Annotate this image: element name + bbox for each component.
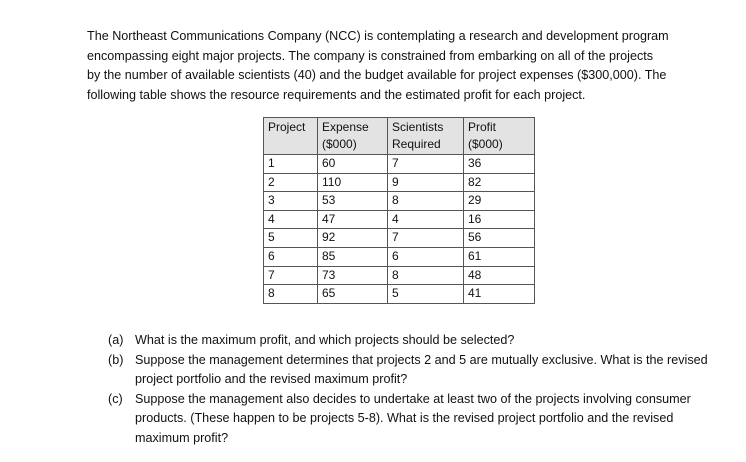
question-a <box>108 331 718 351</box>
cell-profit: 29 <box>464 192 535 211</box>
header-label: Profit <box>468 120 497 134</box>
question-list <box>108 331 718 448</box>
cell-scientists: 7 <box>388 229 464 248</box>
question-text: What is the maximum profit, and which projects should be selected? <box>135 333 515 347</box>
table-row <box>264 247 535 266</box>
cell-expense: 85 <box>318 247 388 266</box>
cell-scientists: 8 <box>388 192 464 211</box>
header-scientists <box>388 118 464 155</box>
question-text: Suppose the management also decides to undertake at least two of the projects involving consumer products. (These happen to be projects 5-8). What is the revised project portfolio and the revised maximum profit? <box>135 391 691 445</box>
header-label: Project <box>268 120 306 134</box>
header-unit: ($000) <box>468 137 503 151</box>
cell-expense: 47 <box>318 210 388 229</box>
cell-project: 2 <box>264 173 318 192</box>
cell-profit: 56 <box>464 229 535 248</box>
header-project <box>264 118 318 155</box>
cell-profit: 41 <box>464 285 535 304</box>
cell-expense: 73 <box>318 266 388 285</box>
question-label: (c) <box>108 391 123 406</box>
cell-project: 8 <box>264 285 318 304</box>
cell-project: 1 <box>264 155 318 174</box>
cell-expense: 110 <box>318 173 388 192</box>
question-b <box>108 351 718 390</box>
question-label: (a) <box>108 333 124 347</box>
table-row <box>264 266 535 285</box>
resource-requirements-table <box>263 117 535 304</box>
cell-scientists: 5 <box>388 285 464 304</box>
header-unit: ($000) <box>322 137 357 151</box>
table-row <box>264 285 535 304</box>
table-row <box>264 192 535 211</box>
cell-expense: 65 <box>318 285 388 304</box>
cell-project: 3 <box>264 192 318 211</box>
cell-expense: 60 <box>318 155 388 174</box>
intro-line: encompassing eight major projects. The company is constrained from embarking on all of the projects <box>87 48 654 63</box>
cell-scientists: 9 <box>388 173 464 192</box>
cell-profit: 61 <box>464 247 535 266</box>
cell-project: 4 <box>264 210 318 229</box>
table-row <box>264 155 535 174</box>
cell-expense: 92 <box>318 229 388 248</box>
cell-profit: 16 <box>464 210 535 229</box>
cell-profit: 48 <box>464 266 535 285</box>
question-label: (b) <box>108 352 124 367</box>
header-unit: Required <box>392 137 441 151</box>
table-row <box>264 210 535 229</box>
table-row <box>264 229 535 248</box>
intro-line: by the number of available scientists (40) and the budget available for project expenses ($300,000). The <box>87 68 667 82</box>
cell-scientists: 4 <box>388 210 464 229</box>
cell-scientists: 7 <box>388 155 464 174</box>
cell-scientists: 8 <box>388 266 464 285</box>
header-label: Scientists <box>392 120 444 134</box>
intro-line: The Northeast Communications Company (NCC) is contemplating a research and development program <box>87 29 669 43</box>
cell-project: 6 <box>264 247 318 266</box>
question-text: Suppose the management determines that projects 2 and 5 are mutually exclusive. What is the revised project portfolio and the revised maximum profit? <box>135 352 708 386</box>
cell-project: 5 <box>264 229 318 248</box>
intro-line: following table shows the resource requirements and the estimated profit for each project. <box>87 87 586 102</box>
cell-profit: 82 <box>464 173 535 192</box>
cell-expense: 53 <box>318 192 388 211</box>
cell-scientists: 6 <box>388 247 464 266</box>
cell-project: 7 <box>264 266 318 285</box>
question-c <box>108 390 718 449</box>
cell-profit: 36 <box>464 155 535 174</box>
header-profit <box>464 118 535 155</box>
table-row <box>264 173 535 192</box>
intro-paragraph <box>87 27 717 105</box>
table-header-row <box>264 118 535 155</box>
header-expense <box>318 118 388 155</box>
header-label: Expense <box>322 120 369 134</box>
